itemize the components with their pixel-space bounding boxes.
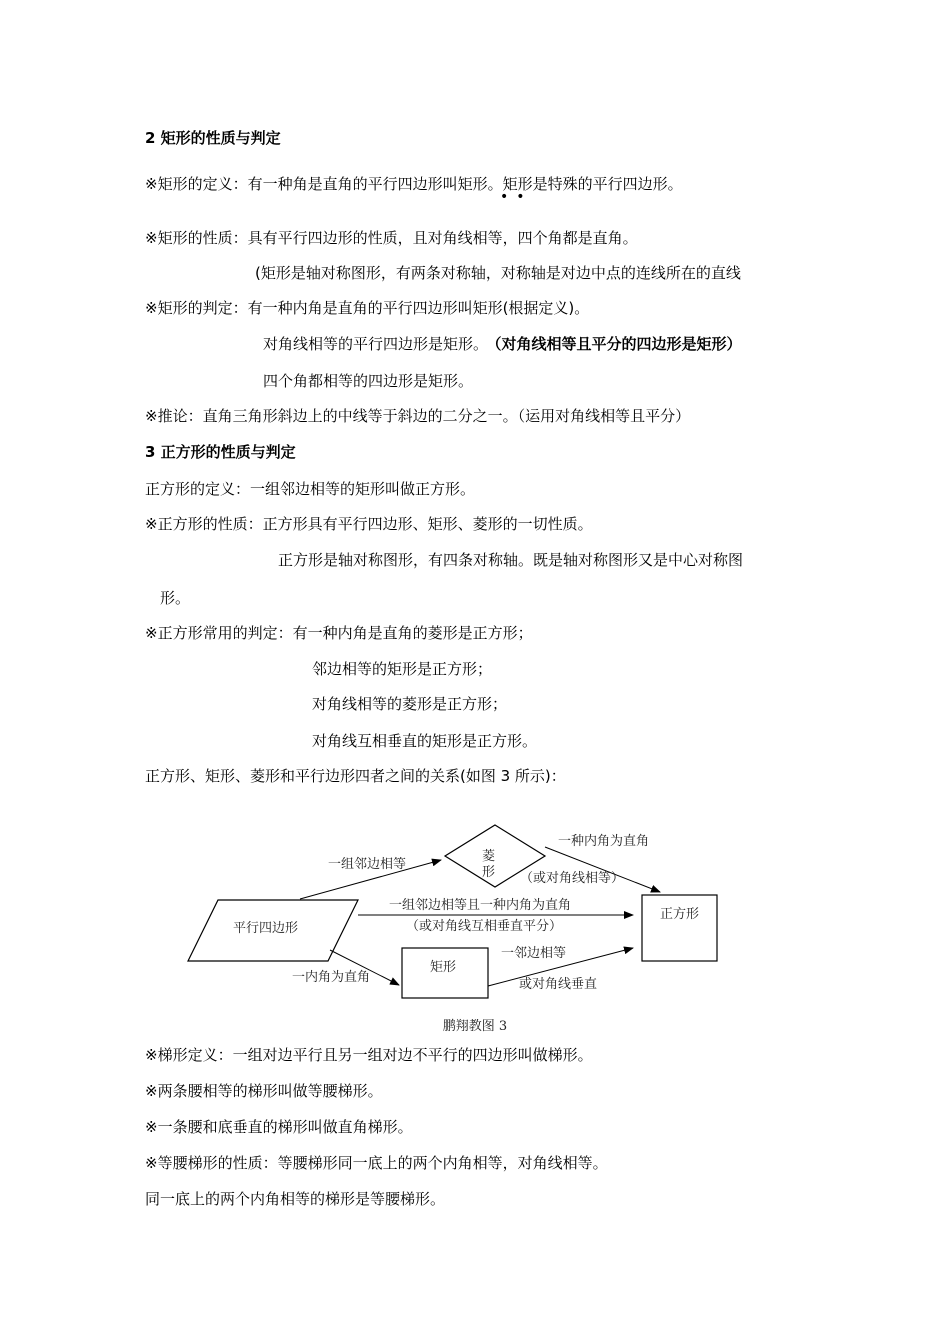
- label-square: 正方形: [660, 907, 700, 922]
- square-shape: [642, 895, 717, 961]
- rectangle-judgement-2-text: 对角线相等的平行四边形是矩形。: [263, 335, 489, 353]
- label-edge-para-rect: 一内角为直角: [292, 970, 371, 985]
- isosceles-trapezoid-properties: ※等腰梯形的性质：等腰梯形同一底上的两个内角相等，对角线相等。: [145, 1154, 608, 1172]
- right-trapezoid-definition: ※一条腰和底垂直的梯形叫做直角梯形。: [145, 1118, 413, 1136]
- label-edge-rhombus-square: 一种内角为直角: [558, 834, 650, 849]
- emphasis-dots: ••: [500, 189, 533, 205]
- square-properties-2-cont: 形。: [160, 589, 191, 607]
- rectangle-judgement-1: ※矩形的判定：有一种内角是直角的平行四边形叫矩形(根据定义)。: [145, 299, 590, 317]
- rectangle-properties-note: (矩形是轴对称图形，有两条对称轴，对称轴是对边中点的连线所在的直线: [255, 264, 741, 282]
- label-rhombus-1: 菱: [482, 849, 496, 864]
- rectangle-judgement-3: 四个角都相等的四边形是矩形。: [263, 372, 474, 390]
- square-judgement-3: 对角线相等的菱形是正方形；: [312, 695, 508, 713]
- label-edge-rhombus-square-alt: （或对角线相等）: [520, 871, 625, 886]
- label-rhombus-2: 形: [482, 865, 496, 880]
- rectangle-corollary: ※推论：直角三角形斜边上的中线等于斜边的二分之一。（运用对角线相等且平分）: [145, 407, 691, 425]
- label-edge-para-square: 一组邻边相等且一种内角为直角: [389, 898, 572, 913]
- isosceles-trapezoid-definition: ※两条腰相等的梯形叫做等腰梯形。: [145, 1082, 383, 1100]
- label-edge-rect-square: 一邻边相等: [501, 946, 567, 961]
- square-judgement-2: 邻边相等的矩形是正方形；: [312, 660, 493, 678]
- square-properties-2: 正方形是轴对称图形，有四条对称轴。既是轴对称图形又是中心对称图: [278, 551, 744, 569]
- rectangle-judgement-2-bold: （对角线相等且平分的四边形是矩形）: [494, 335, 742, 353]
- square-properties: ※正方形的性质：正方形具有平行四边形、矩形、菱形的一切性质。: [145, 515, 593, 533]
- label-parallelogram: 平行四边形: [233, 921, 299, 936]
- label-edge-para-rhombus: 一组邻边相等: [328, 857, 407, 872]
- isosceles-trapezoid-judgement: 同一底上的两个内角相等的梯形是等腰梯形。: [145, 1190, 446, 1208]
- trapezoid-definition: ※梯形定义：一组对边平行且另一组对边不平行的四边形叫做梯形。: [145, 1046, 593, 1064]
- diagram-caption: 鹏翔教图 3: [442, 1019, 508, 1034]
- label-edge-para-square-alt: （或对角线互相垂直平分）: [406, 919, 563, 934]
- square-judgement-4: 对角线互相垂直的矩形是正方形。: [312, 732, 538, 750]
- section-3-heading: 3 正方形的性质与判定: [145, 443, 296, 461]
- section-2-heading: 2 矩形的性质与判定: [145, 129, 281, 147]
- rectangle-definition: ※矩形的定义：有一种角是直角的平行四边形叫矩形。矩形是特殊的平行四边形。: [145, 175, 683, 193]
- label-rectangle: 矩形: [430, 960, 457, 975]
- rectangle-properties: ※矩形的性质：具有平行四边形的性质，且对角线相等，四个角都是直角。: [145, 229, 638, 247]
- label-edge-rect-square-alt: 或对角线垂直: [519, 977, 598, 992]
- quadrilateral-relation: 正方形、矩形、菱形和平行边形四者之间的关系(如图 3 所示)：: [145, 767, 566, 785]
- square-judgement-1: ※正方形常用的判定：有一种内角是直角的菱形是正方形；: [145, 624, 533, 642]
- square-definition: 正方形的定义：一组邻边相等的矩形叫做正方形。: [145, 480, 476, 498]
